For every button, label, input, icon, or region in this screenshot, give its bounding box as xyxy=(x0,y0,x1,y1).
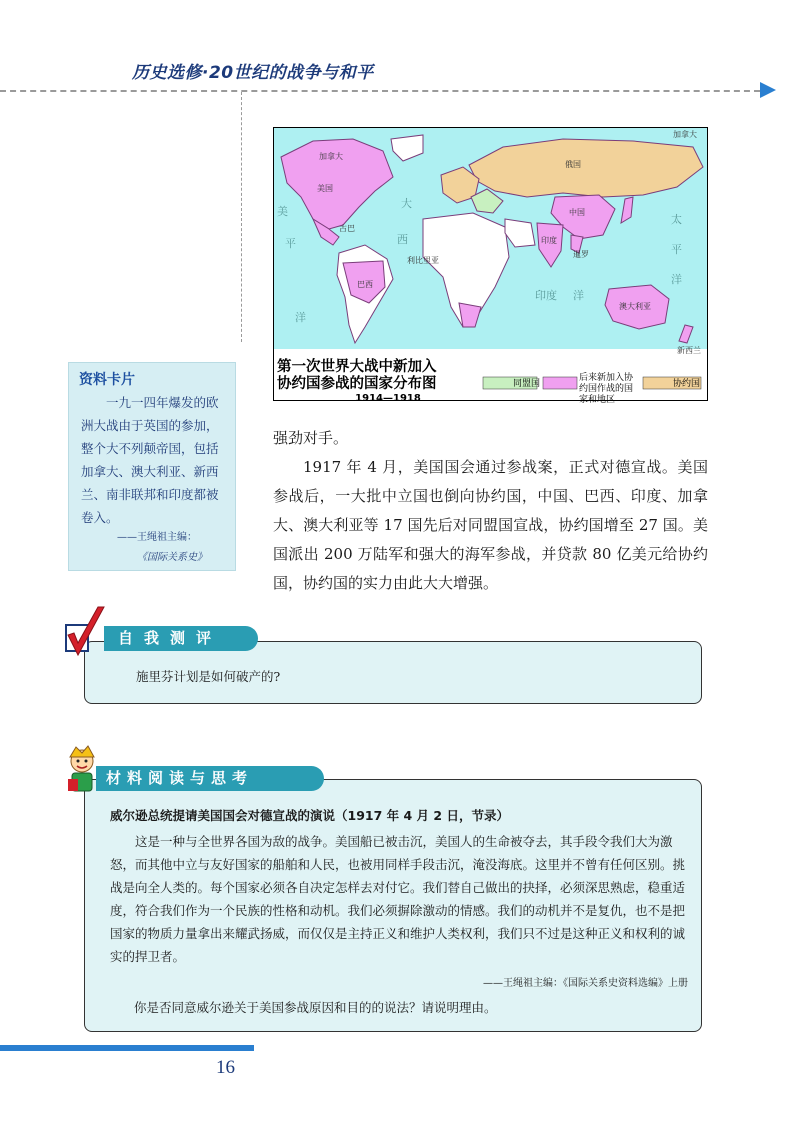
self-test-question: 施里芬计划是如何破产的? xyxy=(136,669,281,684)
map-caption-years: 1914—1918 xyxy=(355,393,421,404)
arrow-icon xyxy=(760,82,776,98)
ocean-label: 洋 xyxy=(573,289,584,302)
map-label: 加拿大 xyxy=(319,152,343,161)
map-label: 新西兰 xyxy=(677,346,701,355)
legend-label-allies: 协约国 xyxy=(673,379,701,389)
info-card-source-book: 《国际关系史》 xyxy=(137,552,207,563)
ocean-label: 洋 xyxy=(671,273,682,286)
column-divider xyxy=(241,92,242,342)
ocean-label: 印度 xyxy=(535,289,557,302)
reading-question: 你是否同意威尔逊关于美国参战原因和目的的说法？请说明理由。 xyxy=(134,1000,497,1015)
map-label: 巴西 xyxy=(357,280,373,289)
book-header-title: 历史选修·20世纪的战争与和平 xyxy=(132,63,374,83)
ocean-label: 洋 xyxy=(295,311,306,324)
reading-title: 威尔逊总统提请美国国会对德宣战的演说（1917 年 4 月 2 日，节录） xyxy=(110,808,509,823)
map-caption-line2: 协约国参战的国家分布图 xyxy=(277,376,437,392)
map-label: 美国 xyxy=(317,184,333,193)
info-card-body: 一九一四年爆发的欧洲大战由于英国的参加，整个大不列颠帝国，包括加拿大、澳大利亚、新西兰、南非联邦和印度都被卷入。 xyxy=(81,395,219,525)
reading-source: ——王绳祖主编：《国际关系史资料选编》上册 xyxy=(483,978,688,989)
map-label: 暹罗 xyxy=(573,250,589,259)
map-label: 中国 xyxy=(569,208,585,217)
info-card-source-author: ——王绳祖主编： xyxy=(117,532,197,543)
info-card-title: 资料卡片 xyxy=(79,372,135,388)
ocean-label: 美 xyxy=(277,205,288,218)
map-label: 俄国 xyxy=(565,160,581,169)
ocean-label: 大 xyxy=(401,197,412,210)
main-text xyxy=(273,424,708,598)
paragraph: 1917 年 4 月，美国国会通过参战案，正式对德宣战。美国参战后，一大批中立国也倒向协约国，中国、巴西、印度、加拿大、澳大利亚等 17 国先后对同盟国宣战，协约国增至 27 国。美国派出 200 万陆军和强大的海军参战，并贷款 80 亿美元给协约国，协约国的实力由此大大增强。 xyxy=(273,458,708,592)
page-number: 16 xyxy=(216,1057,235,1078)
reading-label: 材料阅读与思考 xyxy=(96,766,324,791)
legend-label-central-powers: 同盟国 xyxy=(513,379,541,389)
map-label: 加拿大 xyxy=(673,130,697,139)
reading-body: 这是一种与全世界各国为敌的战争。美国船已被击沉，美国人的生命被夺去，其手段令我们大为激怒，而其他中立与友好国家的船舶和人民，也被用同样手段击沉，淹没海底。这里并不曾有任何区别。挑战是向全人类的。每个国家必须各自决定怎样去对付它。我们替自己做出的抉择，必须深思熟虑，稳重适度，符合我们作为一个民族的性格和动机。我们必须摒除激动的情感。我们的动机并不是复仇，也不是把国家的物质力量拿出来耀武扬威，而仅仅是主持正义和维护人类权利，我们只不过是这种正义和权利的诚实的捍卫者。 xyxy=(110,834,686,964)
ocean-label: 平 xyxy=(671,243,682,256)
map-label: 利比里亚 xyxy=(407,256,439,265)
info-card xyxy=(68,362,236,571)
ocean-label: 太 xyxy=(671,213,682,226)
ww1-map-figure xyxy=(273,127,708,405)
ocean-label: 西 xyxy=(397,233,408,246)
map-caption-line1: 第一次世界大战中新加入 xyxy=(277,359,437,375)
self-test-label: 自我测评 xyxy=(104,626,258,651)
map-label: 印度 xyxy=(541,236,557,245)
header-divider xyxy=(0,90,760,92)
map-caption xyxy=(277,359,469,404)
footer-bar xyxy=(0,1045,254,1051)
student-icon xyxy=(62,745,102,797)
legend-label-new-allies: 后来新加入协约国作战的国家和地区 xyxy=(579,373,634,405)
checkmark-icon xyxy=(62,603,108,661)
legend-swatch-new-allies xyxy=(543,377,577,389)
ocean-label: 平 xyxy=(285,237,296,250)
paragraph: 强劲对手。 xyxy=(273,429,349,447)
map-label: 古巴 xyxy=(339,224,355,233)
map-label: 澳大利亚 xyxy=(619,302,651,311)
